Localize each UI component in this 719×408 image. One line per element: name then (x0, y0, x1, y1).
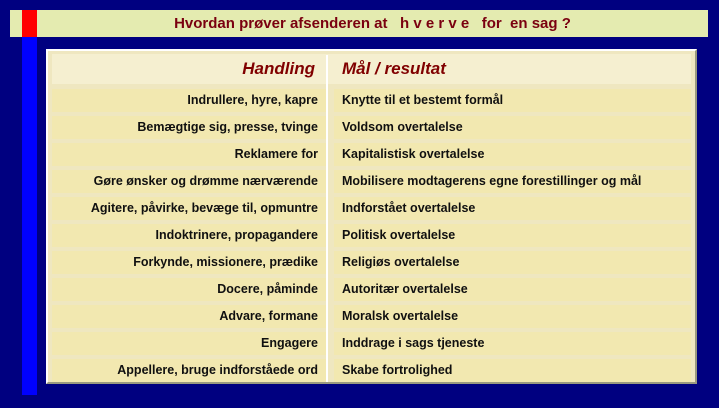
table-row (52, 359, 691, 382)
cell-handling: Advare, formane (52, 305, 326, 328)
cell-handling: Forkynde, missionere, prædike (52, 251, 326, 274)
cell-result: Mobilisere modtagerens egne forestillinger og mål (334, 170, 691, 193)
cell-handling: Engagere (52, 332, 326, 355)
table-row (52, 278, 691, 301)
table-header (52, 54, 691, 84)
cell-result: Autoritær overtalelse (334, 278, 691, 301)
cell-result: Knytte til et bestemt formål (334, 89, 691, 112)
cell-handling: Appellere, bruge indforståede ord (52, 359, 326, 382)
blue-accent-bar (22, 37, 37, 395)
table-row (52, 143, 691, 166)
cell-result: Politisk overtalelse (334, 224, 691, 247)
cell-handling: Gøre ønsker og drømme nærværende (52, 170, 326, 193)
header-handling: Handling (242, 59, 315, 78)
table-row (52, 89, 691, 112)
table-row (52, 305, 691, 328)
cell-handling: Reklamere for (52, 143, 326, 166)
red-accent-block (22, 10, 37, 37)
table-row (52, 116, 691, 139)
cell-handling: Bemægtige sig, presse, tvinge (52, 116, 326, 139)
table-row (52, 224, 691, 247)
cell-result: Moralsk overtalelse (334, 305, 691, 328)
table-row (52, 251, 691, 274)
cell-result: Indforstået overtalelse (334, 197, 691, 220)
cell-result: Skabe fortrolighed (334, 359, 691, 382)
cell-result: Kapitalistisk overtalelse (334, 143, 691, 166)
table-row (52, 332, 691, 355)
cell-result: Inddrage i sags tjeneste (334, 332, 691, 355)
cell-result: Voldsom overtalelse (334, 116, 691, 139)
slide-title: Hvordan prøver afsenderen at h v e r v e for en sag ? (174, 15, 571, 32)
cell-handling: Indoktrinere, propagandere (52, 224, 326, 247)
cell-handling: Indrullere, hyre, kapre (52, 89, 326, 112)
cell-result: Religiøs overtalelse (334, 251, 691, 274)
header-result: Mål / resultat (342, 59, 446, 78)
table-panel (46, 49, 697, 384)
cell-handling: Docere, påminde (52, 278, 326, 301)
cell-handling: Agitere, påvirke, bevæge til, opmuntre (52, 197, 326, 220)
table-row (52, 197, 691, 220)
table-row (52, 170, 691, 193)
